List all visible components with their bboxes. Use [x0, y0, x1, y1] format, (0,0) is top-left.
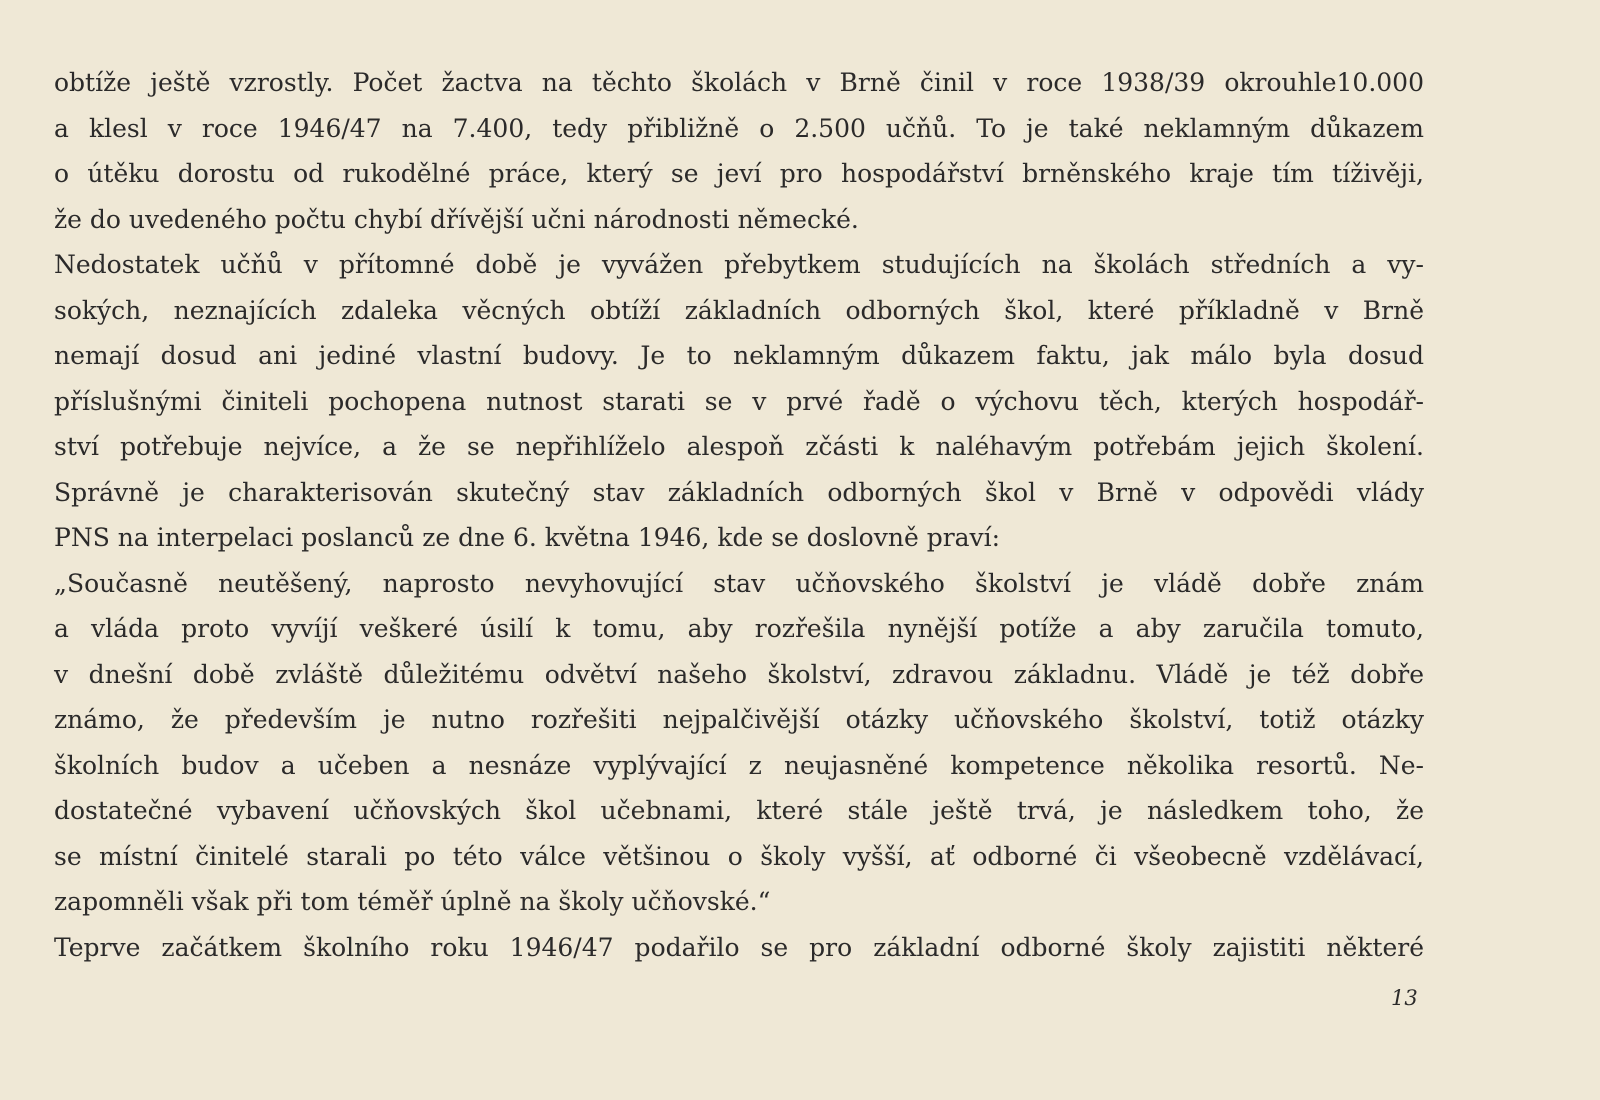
text-line: se místní činitelé starali po této válce většinou o školy vyšší, ať odborné či všeobecně vzdělávací,: [54, 841, 1424, 871]
text-line: a vláda proto vyvíjí veškeré úsilí k tomu, aby rozřešila nynější potíže a aby zaručila tomuto,: [54, 614, 1424, 643]
text-line: dostatečné vybavení učňovských škol učebnami, které stále ještě trvá, je následkem toho, že: [54, 796, 1424, 825]
text-line: Správně je charakterisován skutečný stav základních odborných škol v Brně v odpovědi vlády: [54, 477, 1424, 507]
text-line: ství potřebuje nejvíce, a že se nepřihlíželo alespoň zčásti k naléhavým potřebám jejich školení.: [54, 432, 1424, 461]
text-line: zapomněli však při tom téměř úplně na školy učňovské.“: [54, 887, 771, 916]
page-number: 13: [1391, 986, 1418, 1010]
text-line: PNS na interpelaci poslanců ze dne 6. května 1946, kde se doslovně praví:: [54, 523, 1001, 552]
text-line: příslušnými činiteli pochopena nutnost starati se v prvé řadě o výchovu těch, kterých hospodář-: [54, 386, 1424, 416]
text-line: Nedostatek učňů v přítomné době je vyvážen přebytkem studujících na školách středních a vy-: [54, 250, 1424, 279]
text-line: sokých, neznajících zdaleka věcných obtíží základních odborných škol, které příkladně v Brně: [54, 295, 1424, 325]
text-line: známo, že především je nutno rozřešiti nejpalčivější otázky učňovského školství, totiž otázky: [54, 705, 1424, 734]
text-line: Teprve začátkem školního roku 1946/47 podařilo se pro základní odborné školy zajistiti některé: [54, 932, 1424, 962]
text-line: obtíže ještě vzrostly. Počet žactva na těchto školách v Brně činil v roce 1938/39 okrouhle10.000: [54, 68, 1424, 97]
text-line: nemají dosud ani jediné vlastní budovy. Je to neklamným důkazem faktu, jak málo byla dosud: [54, 341, 1424, 370]
body-text: [54, 60, 1424, 970]
text-line: v dnešní době zvláště důležitému odvětví našeho školství, zdravou základnu. Vládě je též dobře: [54, 659, 1424, 689]
text-line: a klesl v roce 1946/47 na 7.400, tedy přibližně o 2.500 učňů. To je také neklamným důkazem: [54, 113, 1424, 143]
text-line: školních budov a učeben a nesnáze vyplývající z neujasněné kompetence několika resortů. Ne-: [54, 750, 1424, 780]
text-line: o útěku dorostu od rukodělné práce, který se jeví pro hospodářství brněnského kraje tím tíživěji,: [54, 159, 1424, 188]
text-line: „Současně neutěšený, naprosto nevyhovující stav učňovského školství je vládě dobře znám: [54, 568, 1424, 598]
text-line: že do uvedeného počtu chybí dřívější učni národnosti německé.: [54, 204, 859, 234]
